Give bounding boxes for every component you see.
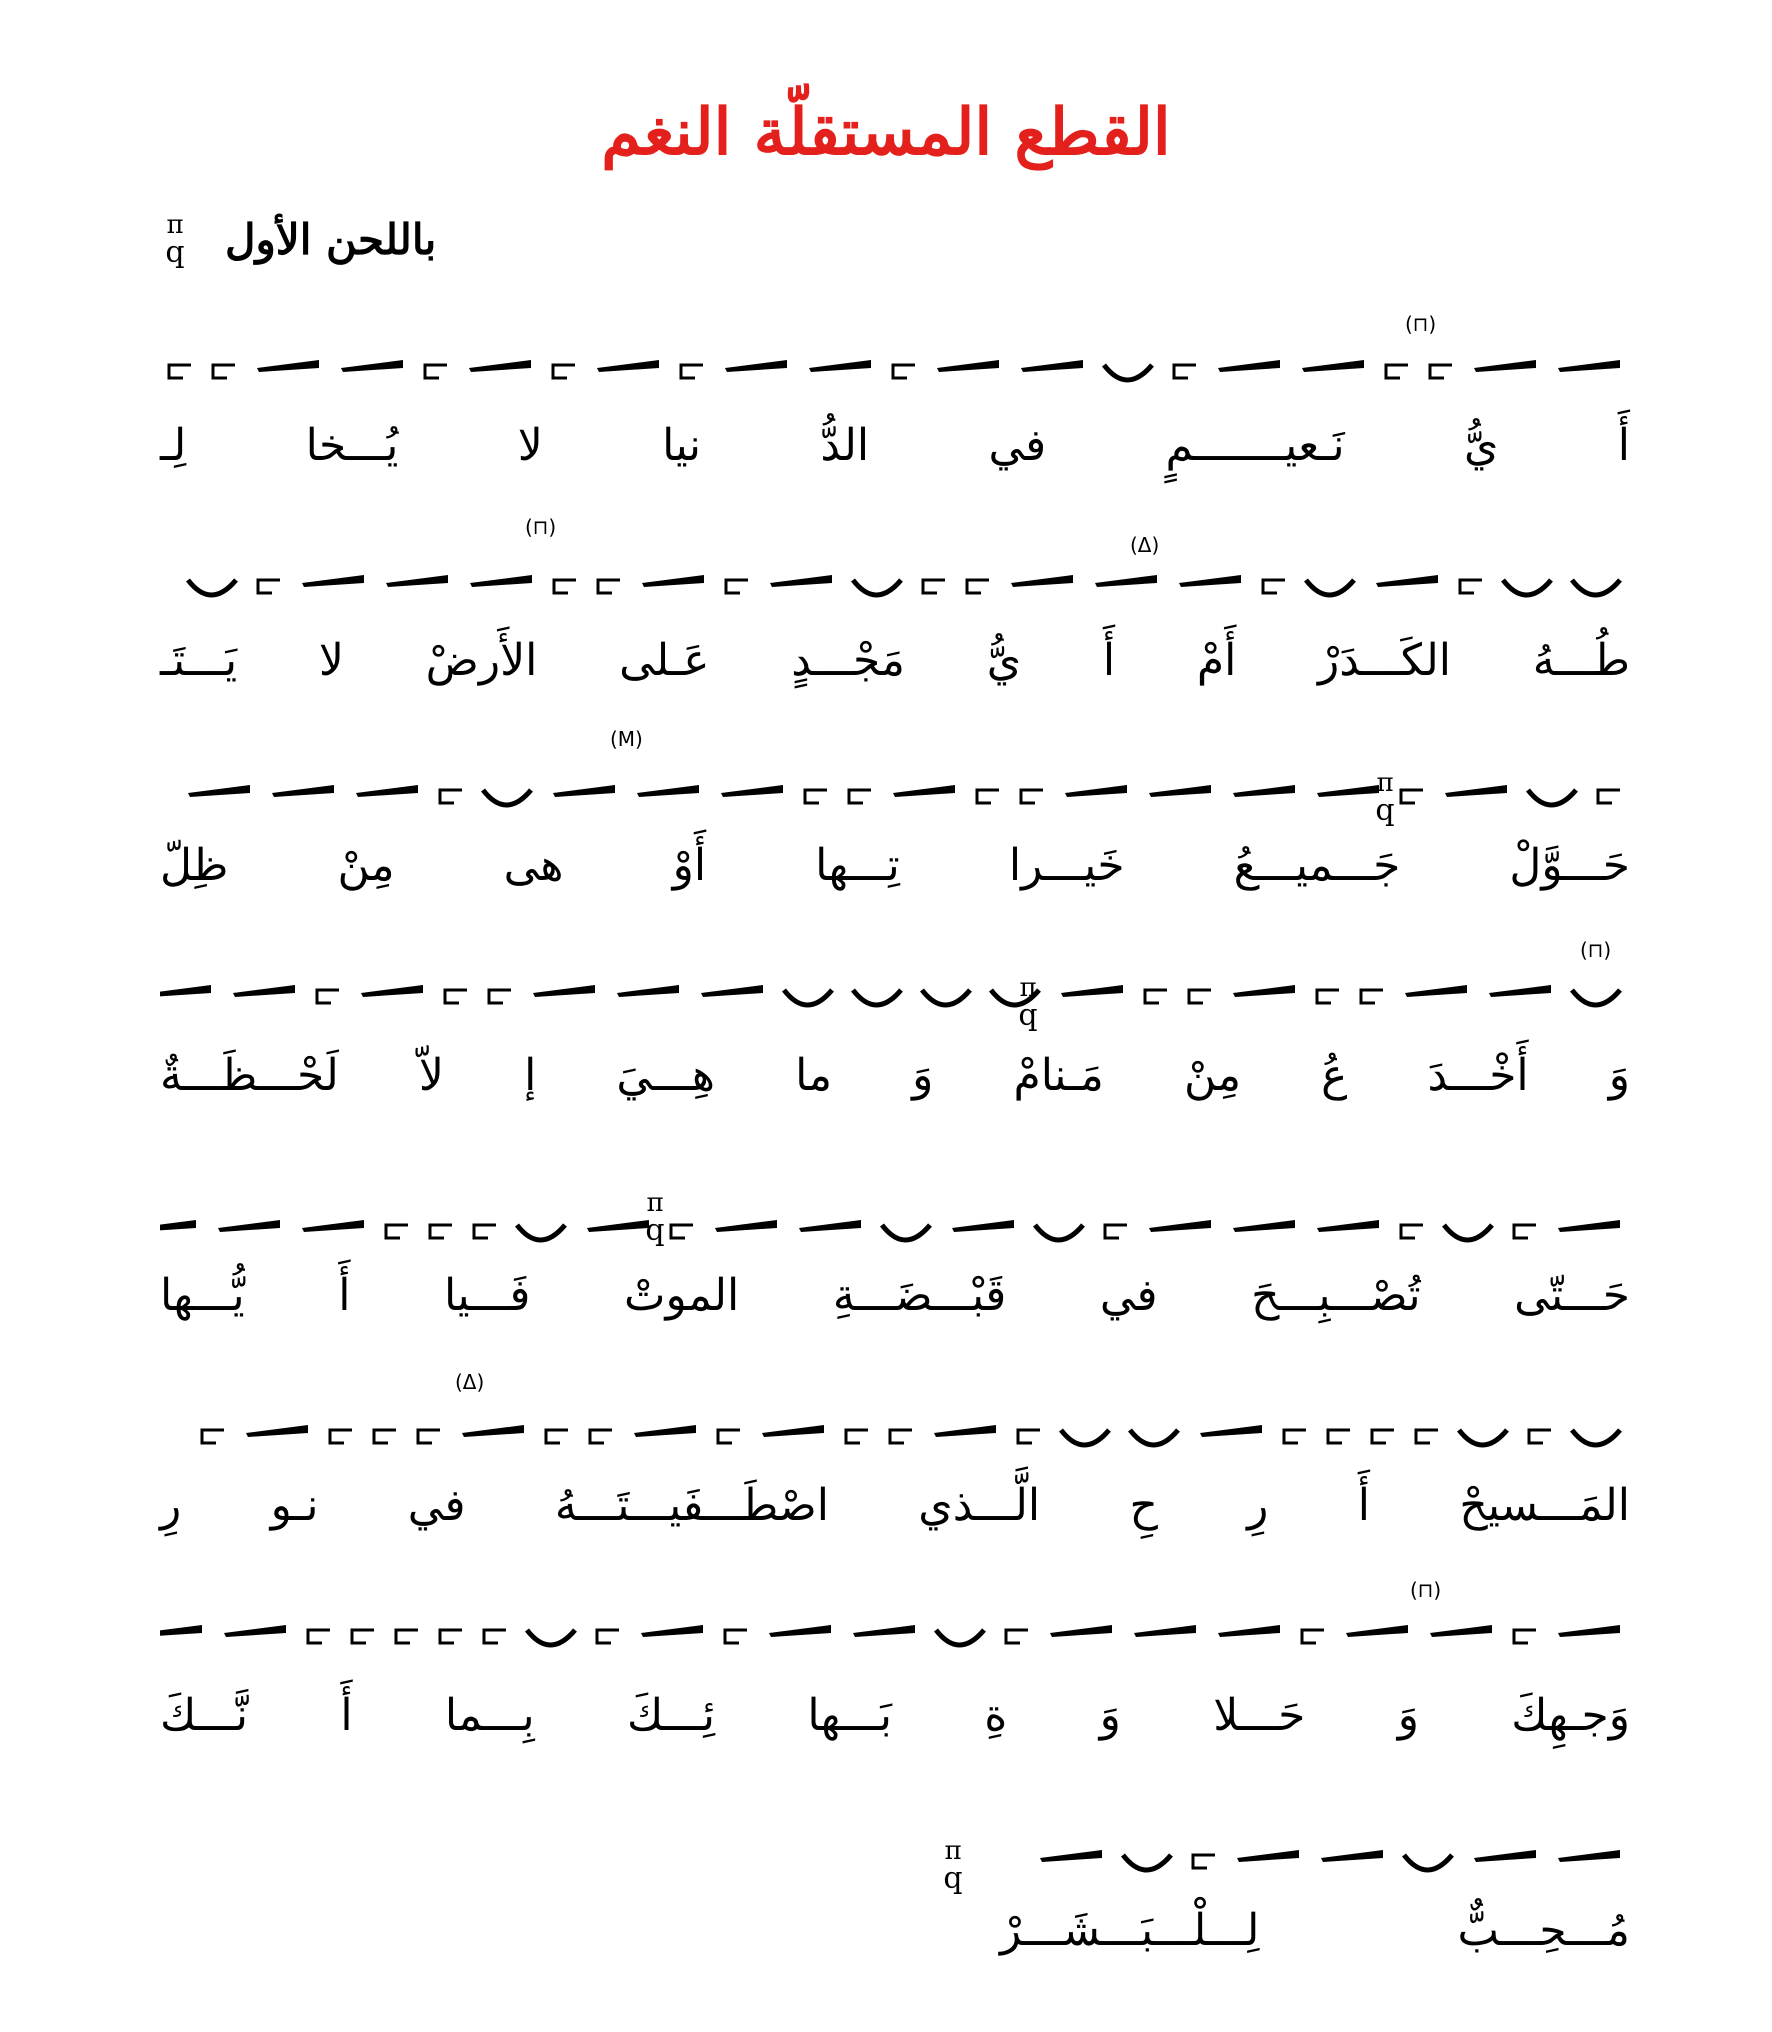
neume-staff <box>1000 1800 1630 1920</box>
neume-glyph <box>356 785 418 797</box>
neume-glyph <box>160 1625 202 1637</box>
neume-glyph <box>762 1425 824 1437</box>
neume-staff <box>160 1375 1630 1495</box>
neume-glyph <box>1321 1850 1383 1862</box>
neume-glyph <box>1149 785 1211 797</box>
neume-glyph <box>597 360 659 372</box>
neume-glyph <box>1104 365 1152 380</box>
neume-glyph <box>1050 1625 1112 1637</box>
neume-glyph <box>1444 1225 1492 1240</box>
neume-glyph <box>386 575 448 587</box>
neume-glyph <box>484 1630 506 1643</box>
neume-glyph <box>386 1225 408 1238</box>
neume-glyph <box>725 360 787 372</box>
neume-glyph <box>1218 360 1280 372</box>
neume-glyph <box>1134 1625 1196 1637</box>
neume-glyph <box>598 580 620 593</box>
neume-glyph <box>361 985 423 997</box>
neume-glyph <box>590 1430 612 1443</box>
neume-glyph <box>853 580 901 595</box>
neume-glyph <box>1572 990 1620 1005</box>
neume-glyph <box>1430 365 1452 378</box>
neume-glyph <box>1474 360 1536 372</box>
neume-mark: (⊓) <box>1410 1578 1442 1602</box>
neume-glyph <box>1346 1625 1408 1637</box>
neume-glyph <box>1572 1430 1620 1445</box>
neume-glyph <box>1598 790 1620 803</box>
neume-staff <box>160 735 1630 855</box>
neume-glyph <box>1021 360 1083 372</box>
neume-glyph <box>1386 365 1408 378</box>
neume-glyph <box>1474 1850 1536 1862</box>
neume-glyph <box>1489 985 1551 997</box>
neume-glyph <box>445 990 467 1003</box>
neume-glyph <box>1189 990 1211 1003</box>
neume-glyph <box>1459 1430 1507 1445</box>
neume-glyph <box>440 1630 462 1643</box>
neume-glyph <box>671 1225 693 1238</box>
neume-glyph <box>1237 1850 1299 1862</box>
neume-glyph <box>1095 575 1157 587</box>
neume-glyph <box>440 790 462 803</box>
lyric-line: مُـــحِـــبٌّ لِـــلْـــبَـــشَـــرْ <box>1000 1905 1630 1956</box>
neume-glyph <box>1376 575 1438 587</box>
neume-glyph <box>1179 575 1241 587</box>
neume-strokes <box>1000 1800 1630 1920</box>
neume-glyph <box>882 1225 930 1240</box>
neume-glyph <box>430 1225 452 1238</box>
neume-glyph <box>1035 1225 1083 1240</box>
neume-glyph <box>257 360 319 372</box>
neume-glyph <box>1416 1430 1438 1443</box>
neume-glyph <box>1558 1220 1620 1232</box>
neume-glyph <box>1018 1430 1040 1443</box>
neume-glyph <box>681 365 703 378</box>
neume-glyph <box>418 1430 440 1443</box>
neume-glyph <box>1514 1225 1536 1238</box>
neume-glyph <box>1445 785 1507 797</box>
neume-glyph <box>553 785 615 797</box>
neume-glyph <box>725 1630 747 1643</box>
neume-glyph <box>1317 1220 1379 1232</box>
neume-glyph <box>1558 1850 1620 1862</box>
neume-glyph <box>224 1625 286 1637</box>
neume-glyph <box>160 1220 196 1232</box>
neume-glyph <box>218 1220 280 1232</box>
neume-strokes <box>160 525 1630 645</box>
neume-glyph <box>1405 985 1467 997</box>
neume-glyph <box>308 1630 330 1643</box>
neume-glyph <box>1401 790 1423 803</box>
mode-symbol-icon: π q <box>943 1836 963 1896</box>
neume-glyph <box>718 1430 740 1443</box>
neume-glyph <box>853 990 901 1005</box>
neume-mark: (M) <box>610 727 643 751</box>
neume-glyph <box>597 1630 619 1643</box>
neume-glyph <box>258 580 280 593</box>
neume-glyph <box>849 790 871 803</box>
neume-glyph <box>1233 785 1295 797</box>
neume-glyph <box>272 785 334 797</box>
lyric-line: حَـــوَّلْ جَـــميـــعُ خَيـــرا تِـــها أَوْ هى مِنْ ظِلّ <box>160 840 1630 891</box>
neume-glyph <box>1328 1430 1350 1443</box>
lyric-line: أَ يُّ نَـعيـــــــمٍ في الدُّ نيا لا يُـــخا لِـ <box>160 420 1630 471</box>
neume-glyph <box>936 1630 984 1645</box>
neume-glyph <box>1401 1225 1423 1238</box>
neume-glyph <box>374 1430 396 1443</box>
mode-heading <box>225 215 436 264</box>
neume-glyph <box>527 1630 575 1645</box>
neume-glyph <box>1123 1855 1171 1870</box>
neume-glyph <box>726 580 748 593</box>
neume-glyph <box>853 1625 915 1637</box>
neume-glyph <box>1200 1425 1262 1437</box>
neume-glyph <box>1306 580 1354 595</box>
neume-glyph <box>1145 990 1167 1003</box>
neume-glyph <box>617 985 679 997</box>
neume-glyph <box>188 785 250 797</box>
neume-glyph <box>977 790 999 803</box>
neume-staff <box>160 935 1630 1055</box>
neume-glyph <box>1233 1220 1295 1232</box>
neume-glyph <box>1193 1855 1215 1868</box>
neume-glyph <box>701 985 763 997</box>
neume-glyph <box>642 575 704 587</box>
neume-strokes <box>160 935 1630 1055</box>
neume-glyph <box>233 985 295 997</box>
neume-glyph <box>846 1430 868 1443</box>
neume-glyph <box>1284 1430 1306 1443</box>
neume-glyph <box>1061 1430 1109 1445</box>
neume-mark: (Δ) <box>455 1370 485 1394</box>
neume-glyph <box>469 360 531 372</box>
neume-glyph <box>1404 1855 1452 1870</box>
neume-glyph <box>805 790 827 803</box>
mode-symbol-icon: π q <box>1375 768 1395 828</box>
neume-glyph <box>1514 1630 1536 1643</box>
neume-glyph <box>470 575 532 587</box>
neume-glyph <box>302 575 364 587</box>
neume-mark: (⊓) <box>525 515 557 539</box>
neume-glyph <box>893 785 955 797</box>
neume-glyph <box>890 1430 912 1443</box>
neume-glyph <box>1263 580 1285 593</box>
lyric-line: طُـــهُ الكَـــدَرْ أَمْ أَ يُّ مَجْـــدٍ عَـلى الأَرضْ لا يَـــتَـ <box>160 635 1630 686</box>
neume-glyph <box>202 1430 224 1443</box>
neume-glyph <box>1011 575 1073 587</box>
neume-glyph <box>1372 1430 1394 1443</box>
neume-glyph <box>1174 365 1196 378</box>
lyric-line: المَـــسيحْ أَ رِ حِ الَّـــذي اصْطَـــفَيـــتَـــهُ في نـو رِ <box>160 1480 1630 1531</box>
neume-glyph <box>213 365 235 378</box>
neume-mark: (⊓) <box>1405 312 1437 336</box>
neume-glyph <box>1302 360 1364 372</box>
lyric-line: وَجـهِكَ وَ حَـــلا وَ ةِ بَـــها ئِـــكَ بِـــما أَ نَّـــكَ <box>160 1690 1630 1741</box>
neume-glyph <box>554 580 576 593</box>
neume-glyph <box>462 1425 524 1437</box>
neume-glyph <box>246 1425 308 1437</box>
neume-mark: (⊓) <box>1580 938 1612 962</box>
neume-strokes <box>160 1375 1630 1495</box>
neume-glyph <box>483 790 531 805</box>
neume-glyph <box>1149 1220 1211 1232</box>
neume-glyph <box>1503 580 1551 595</box>
neume-glyph <box>1130 1430 1178 1445</box>
neume-glyph <box>1317 990 1339 1003</box>
neume-glyph <box>425 365 447 378</box>
neume-glyph <box>1460 580 1482 593</box>
lyric-line: وَ أَخْـــدَ عُ مِنْ مَـنامْ وَ ما هِـــيَ إ لاّ لَحْـــظَـــةٌ <box>160 1050 1630 1101</box>
neume-strokes <box>160 735 1630 855</box>
neume-glyph <box>784 990 832 1005</box>
mode-symbol-icon: π q <box>1018 973 1038 1033</box>
neume-glyph <box>302 1220 364 1232</box>
neume-glyph <box>715 1220 777 1232</box>
neume-glyph <box>1040 1850 1102 1862</box>
neume-mark: (Δ) <box>1130 533 1160 557</box>
neume-glyph <box>1572 580 1620 595</box>
neume-glyph <box>893 365 915 378</box>
neume-glyph <box>533 985 595 997</box>
neume-glyph <box>341 360 403 372</box>
neume-glyph <box>1006 1630 1028 1643</box>
neume-glyph <box>1065 785 1127 797</box>
neume-glyph <box>721 785 783 797</box>
neume-glyph <box>952 1220 1014 1232</box>
neume-glyph <box>1302 1630 1324 1643</box>
neume-glyph <box>1529 1430 1551 1443</box>
lyric-line: حَـــتّى تُصْـــبِـــحَ في قَبْـــضَـــةِ الموتْ فَـــيا أَ يُّـــها <box>160 1270 1630 1321</box>
neume-staff <box>160 525 1630 645</box>
neume-glyph <box>1430 1625 1492 1637</box>
neume-glyph <box>1361 990 1383 1003</box>
neume-glyph <box>1021 790 1043 803</box>
neume-glyph <box>922 990 970 1005</box>
neume-glyph <box>634 1425 696 1437</box>
neume-glyph <box>188 580 236 595</box>
neume-glyph <box>637 785 699 797</box>
neume-glyph <box>799 1220 861 1232</box>
neume-glyph <box>160 985 211 997</box>
page-title: القطع المستقلّة النغم <box>601 95 1171 170</box>
neume-glyph <box>1233 985 1295 997</box>
neume-glyph <box>769 1625 831 1637</box>
mode-heading-text: باللحن الأول <box>225 215 437 264</box>
neume-glyph <box>934 1425 996 1437</box>
neume-glyph <box>553 365 575 378</box>
mode-symbol-icon: π q <box>165 210 185 270</box>
neume-glyph <box>770 575 832 587</box>
neume-glyph <box>937 360 999 372</box>
neume-glyph <box>396 1630 418 1643</box>
neume-glyph <box>517 1225 565 1240</box>
neume-glyph <box>809 360 871 372</box>
neume-glyph <box>489 990 511 1003</box>
neume-glyph <box>330 1430 352 1443</box>
neume-glyph <box>1105 1225 1127 1238</box>
neume-glyph <box>1061 985 1123 997</box>
neume-glyph <box>1558 1625 1620 1637</box>
neume-glyph <box>641 1625 703 1637</box>
neume-glyph <box>967 580 989 593</box>
neume-glyph <box>1528 790 1576 805</box>
neume-glyph <box>1218 1625 1280 1637</box>
neume-glyph <box>317 990 339 1003</box>
neume-glyph <box>352 1630 374 1643</box>
neume-glyph <box>923 580 945 593</box>
neume-glyph <box>1558 360 1620 372</box>
neume-glyph <box>546 1430 568 1443</box>
neume-glyph <box>474 1225 496 1238</box>
mode-symbol-icon: π q <box>645 1188 665 1248</box>
neume-glyph <box>169 365 191 378</box>
